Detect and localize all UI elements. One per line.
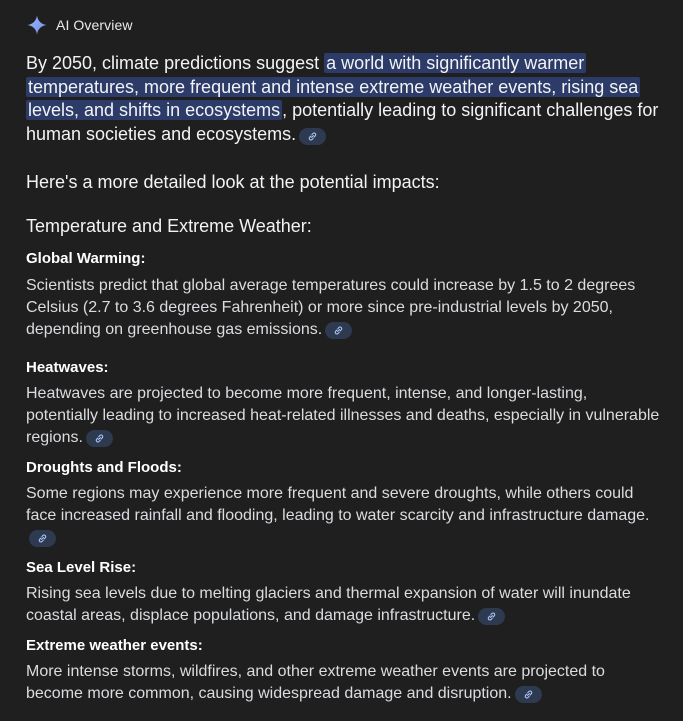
link-icon <box>37 533 48 544</box>
link-icon <box>523 689 534 700</box>
link-icon <box>486 611 497 622</box>
intro-paragraph <box>26 52 666 146</box>
item-body-global-warming <box>26 275 662 341</box>
link-icon <box>307 131 318 142</box>
ai-overview-title: AI Overview <box>56 17 133 33</box>
item-body-sea-level-rise <box>26 583 662 627</box>
sparkle-icon <box>26 14 48 36</box>
source-link-button[interactable] <box>29 530 56 547</box>
item-text: More intense storms, wildfires, and other extreme weather events are projected to become more common, causing widespread damage and disruption. <box>26 663 605 702</box>
intro-text-after: , potentially leading to significant challenges for human societies and ecosystems. <box>26 100 659 144</box>
lead-text: Here's a more detailed look at the potential impacts: <box>26 172 440 192</box>
item-title-sea-level-rise: Sea Level Rise: <box>26 559 137 576</box>
link-icon <box>94 433 105 444</box>
ai-overview-header <box>26 13 133 37</box>
source-link-button[interactable] <box>299 128 326 145</box>
item-body-heatwaves <box>26 383 662 449</box>
item-title-global-warming: Global Warming: <box>26 250 146 267</box>
source-link-button[interactable] <box>325 322 352 339</box>
intro-text-before: By 2050, climate predictions suggest <box>26 53 325 73</box>
item-text: Some regions may experience more frequent and severe droughts, while others could face increased rainfall and flooding, leading to water scarcity and infrastructure damage. <box>26 485 650 524</box>
item-text: Scientists predict that global average temperatures could increase by 1.5 to 2 degrees Celsius (2.7 to 3.6 degrees Fahrenheit) or more since pre-industrial levels by 2050, depending on greenhouse gas emissions. <box>26 277 636 338</box>
item-body-extreme-weather-events <box>26 661 662 705</box>
source-link-button[interactable] <box>478 608 505 625</box>
item-title-heatwaves: Heatwaves: <box>26 359 109 376</box>
link-icon <box>333 325 344 336</box>
intro-highlight: a world with significantly warmer temperatures, more frequent and intense extreme weather events, rising sea levels, and shifts in ecosystems <box>28 53 639 120</box>
item-text: Heatwaves are projected to become more frequent, intense, and longer-lasting, potentially leading to increased heat-related illnesses and deaths, especially in vulnerable regions. <box>26 385 660 446</box>
source-link-button[interactable] <box>86 430 113 447</box>
item-body-droughts-floods <box>26 483 662 549</box>
item-title-extreme-weather-events: Extreme weather events: <box>26 637 203 654</box>
source-link-button[interactable] <box>515 686 542 703</box>
item-text: Rising sea levels due to melting glaciers and thermal expansion of water will inundate coastal areas, displace populations, and damage infrastructure. <box>26 585 631 624</box>
item-title-droughts-floods: Droughts and Floods: <box>26 459 182 476</box>
section-title: Temperature and Extreme Weather: <box>26 216 312 236</box>
